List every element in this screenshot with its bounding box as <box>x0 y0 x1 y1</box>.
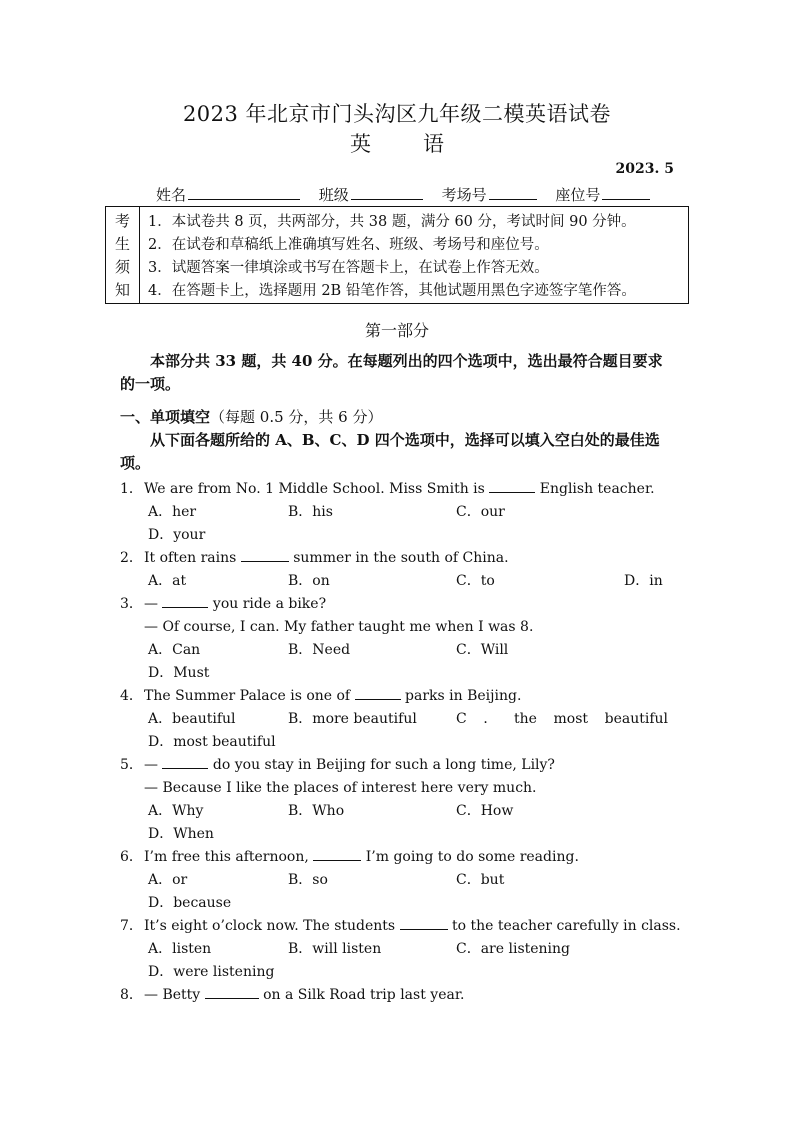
notice-label-char: 生 <box>114 235 130 253</box>
stem-text: on a Silk Road trip last year. <box>258 987 465 1003</box>
stem-text: — Betty <box>144 987 205 1003</box>
answer-blank <box>489 478 535 493</box>
option-b: B．his <box>288 504 333 520</box>
option-a: A．beautiful <box>148 711 236 727</box>
option-b: B．more beautiful <box>288 711 417 727</box>
answer-blank <box>205 984 259 999</box>
stem-text: to the teacher carefully in class. <box>447 918 681 934</box>
stem-text: It’s eight o’clock now. The students <box>144 918 400 934</box>
section-heading-text: 一、单项填空 <box>120 408 211 426</box>
question <box>120 915 680 984</box>
question-number: 1． <box>120 481 143 497</box>
exam-room-field <box>442 186 537 204</box>
option-a: A．or <box>148 872 188 888</box>
question-stem <box>120 984 680 1007</box>
question-number: 4． <box>120 688 143 704</box>
options-row <box>120 938 680 961</box>
name-field <box>156 186 300 204</box>
question-stem <box>120 593 680 616</box>
section-description: 从下面各题所给的 A、B、C、D 四个选项中，选择可以填入空白处的最佳选项。 <box>120 431 660 472</box>
exam-room-label: 考场号 <box>441 186 487 204</box>
option-d: D．in <box>624 573 663 589</box>
stem-text: do you stay in Beijing for such a long time, Lily? <box>208 757 555 773</box>
option-c-part: the <box>513 711 537 727</box>
option-d: D．your <box>148 527 206 543</box>
question-number: 7． <box>120 918 143 934</box>
option-c <box>456 708 668 731</box>
option-b: B．will listen <box>288 941 382 957</box>
answer-blank <box>162 593 208 608</box>
option-c-part: ． <box>483 711 498 727</box>
option-a: A．Can <box>148 642 201 658</box>
question <box>120 593 680 685</box>
stem-text: I’m free this afternoon, <box>144 849 314 865</box>
option-c: C．to <box>456 573 495 589</box>
stem-text: We are from No. 1 Middle School. Miss Smith is <box>144 481 490 497</box>
name-label: 姓名 <box>156 186 187 204</box>
seat-label: 座位号 <box>555 186 601 204</box>
options-row <box>120 501 680 524</box>
option-a: A．Why <box>148 803 204 819</box>
part-title: 第一部分 <box>364 321 429 340</box>
subject-char-2: 语 <box>423 132 444 156</box>
notice-item: 1．本试卷共 8 页，共两部分，共 38 题，满分 60 分，考试时间 90 分钟。 <box>148 214 636 230</box>
notice-label-char: 考 <box>114 212 130 230</box>
option-d: D．Must <box>148 665 210 681</box>
answer-blank <box>313 846 361 861</box>
exam-notice-box <box>105 206 689 304</box>
options-row <box>120 800 680 823</box>
subject-char-1: 英 <box>350 132 371 156</box>
section-points: （每题 0.5 分，共 6 分） <box>210 408 383 426</box>
option-a: A．at <box>148 573 187 589</box>
option-b: B．Who <box>288 803 345 819</box>
question <box>120 685 680 754</box>
section-heading <box>120 406 672 429</box>
options-row <box>120 639 680 662</box>
options-row <box>120 708 680 731</box>
exam-date: 2023. 5 <box>615 161 674 177</box>
question <box>120 984 680 1007</box>
class-field <box>319 186 423 204</box>
stem-text: summer in the south of China. <box>288 550 509 566</box>
question-number: 2． <box>120 550 143 566</box>
option-c: C．our <box>456 504 505 520</box>
options-row <box>120 570 680 593</box>
question-list <box>120 478 680 1007</box>
part-intro: 本部分共 33 题，共 40 分。在每题列出的四个选项中，选出最符合题目要求的一项。 <box>120 352 663 393</box>
notice-label <box>106 207 140 303</box>
question-stem-line2: — Because I like the places of interest here very much. <box>144 780 537 796</box>
student-info-line <box>156 184 664 205</box>
option-a: A．listen <box>148 941 212 957</box>
option-c: C．How <box>456 803 514 819</box>
option-d: D．When <box>148 826 214 842</box>
question <box>120 478 680 547</box>
stem-text: It often rains <box>144 550 241 566</box>
notice-label-char: 须 <box>114 258 130 276</box>
answer-blank <box>241 547 289 562</box>
option-a: A．her <box>148 504 197 520</box>
question-number: 5． <box>120 757 143 773</box>
question-stem <box>120 846 680 869</box>
question <box>120 547 680 593</box>
option-d: D．because <box>148 895 232 911</box>
stem-text: English teacher. <box>535 481 655 497</box>
option-c-part: beautiful <box>604 711 668 727</box>
option-d: D．were listening <box>148 964 275 980</box>
subject-title <box>0 128 794 158</box>
question-stem <box>120 915 680 938</box>
stem-text: parks in Beijing. <box>400 688 522 704</box>
option-c: C．Will <box>456 642 509 658</box>
class-blank <box>351 185 423 200</box>
option-b: B．on <box>288 573 330 589</box>
options-row <box>120 869 680 892</box>
stem-text: The Summer Palace is one of <box>144 688 355 704</box>
answer-blank <box>400 915 448 930</box>
question-number: 6． <box>120 849 143 865</box>
option-b: B．so <box>288 872 328 888</box>
exam-title: 2023 年北京市门头沟区九年级二模英语试卷 <box>182 102 612 126</box>
stem-text: — <box>144 757 163 773</box>
question-stem <box>120 754 680 777</box>
exam-room-blank <box>489 185 537 200</box>
question-stem <box>120 685 680 708</box>
notice-item: 2．在试卷和草稿纸上准确填写姓名、班级、考场号和座位号。 <box>148 237 549 253</box>
stem-text: I’m going to do some reading. <box>361 849 579 865</box>
question-stem <box>120 478 680 501</box>
seat-blank <box>602 185 650 200</box>
question-number: 8． <box>120 987 143 1003</box>
answer-blank <box>162 754 208 769</box>
option-c-part: C <box>456 711 467 727</box>
option-c: C．but <box>456 872 505 888</box>
question <box>120 846 680 915</box>
question-stem <box>120 547 680 570</box>
option-c: C．are listening <box>456 941 571 957</box>
question <box>120 754 680 846</box>
notice-label-char: 知 <box>114 281 130 299</box>
answer-blank <box>355 685 401 700</box>
stem-text: — <box>144 596 163 612</box>
name-blank <box>188 185 300 200</box>
notice-items <box>140 207 688 303</box>
question-number: 3． <box>120 596 143 612</box>
option-c-part: most <box>553 711 588 727</box>
option-b: B．Need <box>288 642 351 658</box>
class-label: 班级 <box>318 186 349 204</box>
option-d: D．most beautiful <box>148 734 276 750</box>
notice-item: 4．在答题卡上，选择题用 2B 铅笔作答，其他试题用黑色字迹签字笔作答。 <box>148 283 636 299</box>
question-stem-line2: — Of course, I can. My father taught me when I was 8. <box>144 619 534 635</box>
stem-text: you ride a bike? <box>208 596 327 612</box>
notice-item: 3．试题答案一律填涂或书写在答题卡上，在试卷上作答无效。 <box>148 260 549 276</box>
seat-field <box>555 186 650 204</box>
